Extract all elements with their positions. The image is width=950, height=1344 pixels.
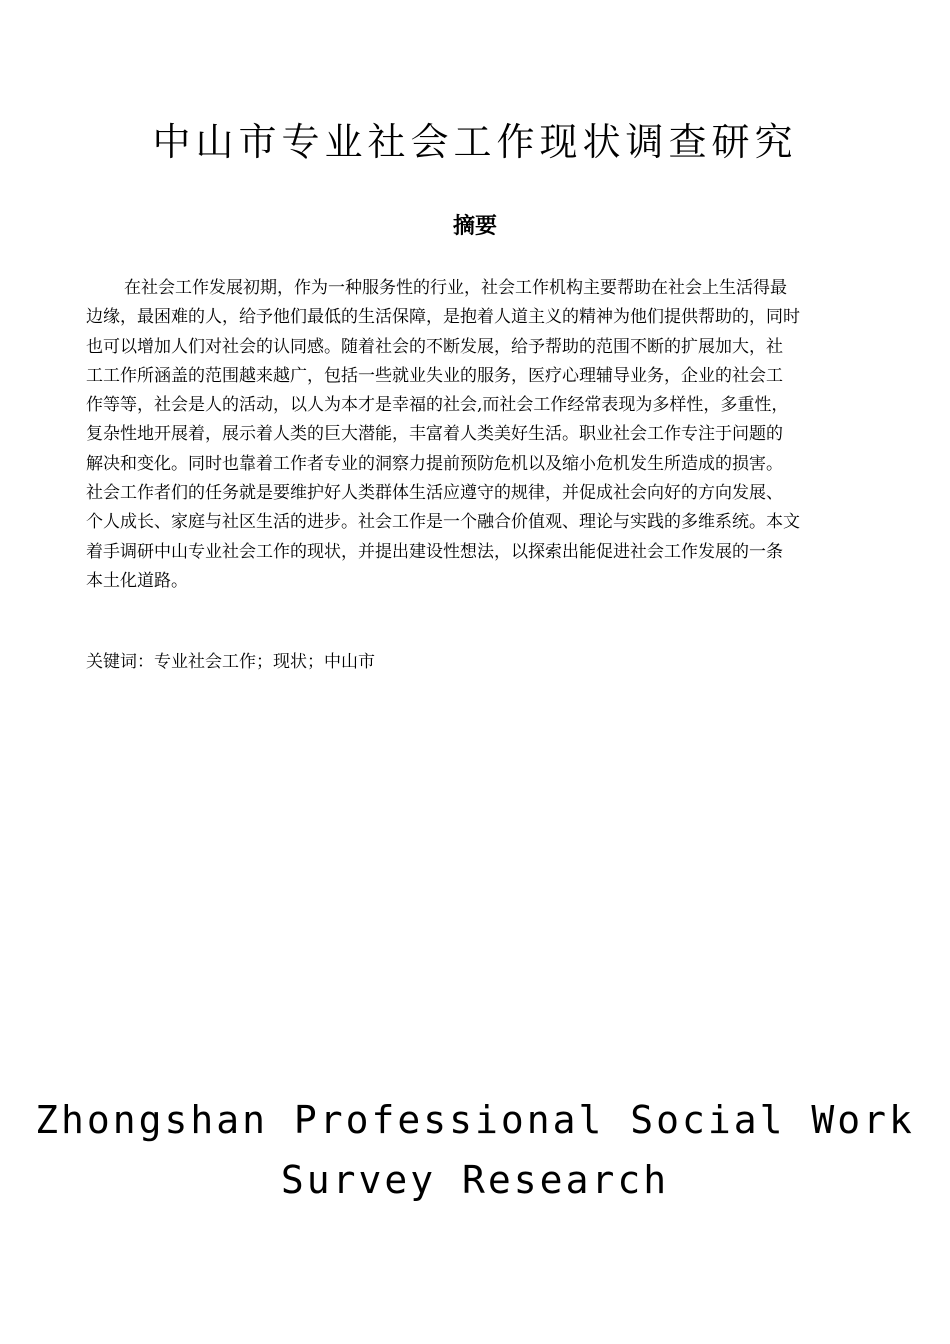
english-title-line-1: Zhongshan Professional Social Work (35, 1098, 915, 1142)
abstract-line: 复杂性地开展着，展示着人类的巨大潜能，丰富着人类美好生活。职业社会工作专注于问题的 (86, 424, 783, 445)
english-title-line-2: Survey Research (280, 1158, 670, 1202)
abstract-line: 作等等，社会是人的活动，以人为本才是幸福的社会,而社会工作经常表现为多样性，多重性， (86, 395, 789, 416)
abstract-line: 边缘，最困难的人，给予他们最低的生活保障，是抱着人道主义的精神为他们提供帮助的，同时 (86, 307, 800, 328)
abstract-paragraph (86, 274, 866, 596)
abstract-line: 也可以增加人们对社会的认同感。随着社会的不断发展，给予帮助的范围不断的扩展加大，社 (86, 336, 783, 357)
abstract-line: 在社会工作发展初期，作为一种服务性的行业，社会工作机构主要帮助在社会上生活得最 (124, 278, 787, 298)
abstract-heading: 摘要 (452, 214, 497, 239)
chinese-title: 中山市专业社会工作现状调查研究 (152, 120, 798, 164)
english-title (0, 1090, 950, 1210)
abstract-line: 着手调研中山专业社会工作的现状，并提出建设性想法，以探索出能促进社会工作发展的一条 (86, 541, 783, 562)
keywords-line: 关键词：专业社会工作；现状；中山市 (86, 652, 375, 672)
abstract-line: 解决和变化。同时也靠着工作者专业的洞察力提前预防危机以及缩小危机发生所造成的损害。 (86, 453, 783, 474)
abstract-line: 社会工作者们的任务就是要维护好人类群体生活应遵守的规律，并促成社会向好的方向发展、 (86, 483, 783, 504)
abstract-line: 个人成长、家庭与社区生活的进步。社会工作是一个融合价值观、理论与实践的多维系统。本文 (86, 512, 800, 533)
abstract-line: 本土化道路。 (86, 570, 188, 591)
abstract-line: 工工作所涵盖的范围越来越广，包括一些就业失业的服务，医疗心理辅导业务，企业的社会工 (86, 365, 783, 386)
